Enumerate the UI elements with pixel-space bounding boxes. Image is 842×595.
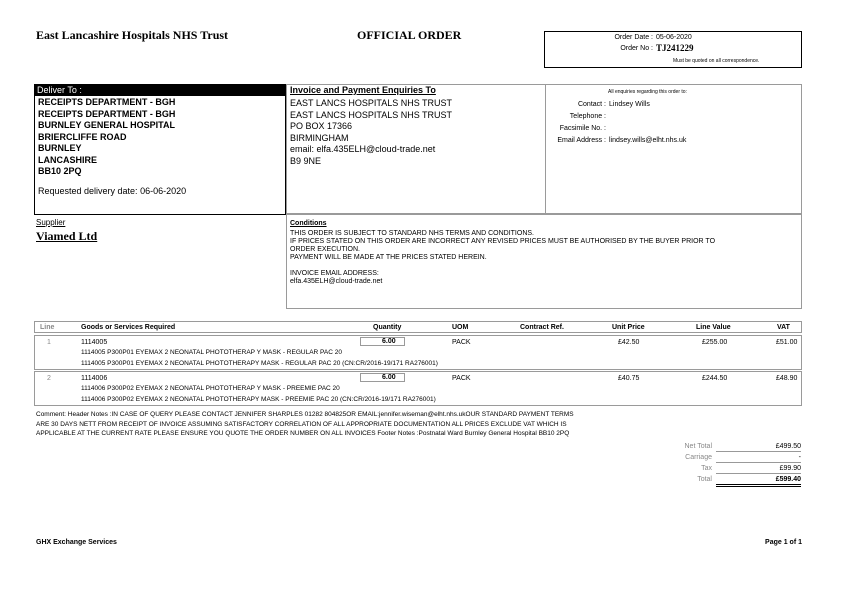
row-unit-price: £40.75: [618, 375, 640, 382]
total-label: Total: [697, 476, 712, 483]
conditions-box: [286, 214, 802, 309]
order-no-value: TJ241229: [656, 43, 694, 53]
quote-note: Must be quoted on all correspondence.: [673, 58, 760, 64]
col-header-line-value: Line Value: [696, 324, 731, 331]
contact-label: Contact :: [577, 101, 606, 108]
conditions-line: [290, 262, 715, 270]
comment-line: ARE 30 DAYS NETT FROM RECEIPT OF INVOICE ASSUMING SATISFACTORY CORRELATION OF ALL APPROPRIATE DOCUMENTATION ALL PRICES EXCLUDE VAT WHICH IS: [36, 420, 567, 428]
email-label: Email Address :: [557, 137, 606, 144]
conditions-line: ORDER EXECUTION.: [290, 246, 361, 253]
conditions-line: PAYMENT WILL BE MADE AT THE PRICES STATED HEREIN.: [290, 254, 487, 261]
order-no-label: Order No :: [620, 45, 653, 52]
invoice-title: Invoice and Payment Enquiries To: [290, 85, 436, 95]
row-line-value: £244.50: [702, 375, 728, 382]
col-header-contract-ref: Contract Ref.: [520, 324, 564, 331]
contact-value: Lindsey Wills: [609, 101, 650, 108]
conditions-lines: [290, 230, 715, 286]
row-description: 1114006 P300P02 EYEMAX 2 NEONATAL PHOTOTHERAP Y MASK - PREEMIE PAC 20: [81, 385, 340, 392]
row-description-detail: 1114005 P300P01 EYEMAX 2 NEONATAL PHOTOTHERAPY MASK - REGULAR PAC 20 (CN:CR/2016-19/171 RA276001): [81, 360, 438, 367]
deliver-to-line: RECEIPTS DEPARTMENT - BGH: [38, 97, 176, 107]
row-uom: PACK: [452, 375, 471, 382]
order-info-box: [544, 31, 802, 68]
row-line-value: £255.00: [702, 339, 728, 346]
requested-delivery-date: Requested delivery date: 06-06-2020: [38, 186, 187, 196]
row-line-number: 1: [47, 339, 51, 346]
carriage-label: Carriage: [685, 454, 712, 461]
comment-line: APPLICABLE AT THE CURRENT RATE PLEASE ENSURE YOU QUOTE THE ORDER NUMBER ON ALL INVOICES Footer Notes :Postnatal Ward Burnley General Hospital BB10 2PQ: [36, 430, 570, 437]
conditions-line: IF PRICES STATED ON THIS ORDER ARE INCORRECT ANY REVISED PRICES MUST BE AUTHORISED BY THE BUYER PRIOR TO: [290, 238, 716, 245]
conditions-line: elfa.435ELH@cloud-trade.net: [290, 278, 383, 285]
deliver-to-title: Deliver To :: [35, 85, 285, 96]
email-value: lindsey.wills@elht.nhs.uk: [609, 137, 687, 144]
telephone-label: Telephone :: [569, 113, 606, 120]
row-item-code: 1114006: [81, 375, 108, 382]
invoice-line: email: elfa.435ELH@cloud-trade.net: [290, 144, 436, 154]
row-vat: £48.90: [776, 375, 798, 382]
trust-name: East Lancashire Hospitals NHS Trust: [36, 28, 229, 42]
enquiries-note: All enquiries regarding this order to:: [608, 89, 687, 95]
invoice-line: BIRMINGHAM: [290, 132, 349, 143]
comment-block: [36, 410, 574, 439]
deliver-to-line: BURNLEY: [38, 143, 82, 153]
row-description: 1114005 P300P01 EYEMAX 2 NEONATAL PHOTOTHERAP Y MASK - REGULAR PAC 20: [81, 349, 342, 356]
col-header-uom: UOM: [452, 324, 469, 331]
order-date-label: Order Date :: [614, 34, 653, 41]
deliver-to-line: BB10 2PQ: [38, 166, 82, 176]
row-line-number: 2: [47, 375, 51, 382]
comment-line: Comment: Header Notes :IN CASE OF QUERY PLEASE CONTACT JENNIFER SHARPLES 01282 804825OR EMAIL:jennifer.wiseman@elht.nhs.ukOUR STANDARD PAYMENT TERMS: [36, 411, 574, 418]
invoice-line: PO BOX 17366: [290, 121, 353, 131]
tax-label: Tax: [701, 465, 712, 472]
row-quantity: 6.00: [382, 338, 396, 345]
footer-left: GHX Exchange Services: [36, 539, 117, 546]
conditions-title: Conditions: [290, 220, 327, 227]
deliver-to-box: [34, 84, 286, 215]
supplier-name: Viamed Ltd: [36, 229, 98, 243]
deliver-to-line: LANCASHIRE: [38, 154, 98, 165]
supplier-title: Supplier: [36, 218, 66, 227]
col-header-quantity: Quantity: [373, 324, 402, 331]
total-value: £599.40: [716, 476, 801, 487]
row-vat: £51.00: [776, 339, 798, 346]
col-header-vat: VAT: [777, 324, 790, 331]
order-date-value: 05-06-2020: [656, 34, 692, 41]
col-header-line: Line: [40, 324, 55, 331]
row-uom: PACK: [452, 339, 471, 346]
invoice-line: B9 9NE: [290, 155, 322, 166]
tax-value: £99.90: [716, 465, 801, 474]
facsimile-label: Facsimile No. :: [559, 125, 606, 132]
net-total-label: Net Total: [684, 443, 712, 450]
document-title: OFFICIAL ORDER: [357, 28, 462, 42]
deliver-to-line: RECEIPTS DEPARTMENT - BGH: [38, 108, 176, 119]
conditions-line: INVOICE EMAIL ADDRESS:: [290, 270, 379, 277]
row-quantity: 6.00: [382, 374, 396, 381]
deliver-to-lines: [38, 97, 175, 178]
row-item-code: 1114005: [81, 339, 108, 346]
page-number: Page 1 of 1: [765, 539, 802, 546]
invoice-lines: [290, 98, 452, 167]
deliver-to-line: BRIERCLIFFE ROAD: [38, 131, 127, 142]
col-header-goods: Goods or Services Required: [81, 324, 176, 331]
carriage-value: -: [716, 454, 801, 463]
row-description-detail: 1114006 P300P02 EYEMAX 2 NEONATAL PHOTOTHERAPY MASK - PREEMIE PAC 20 (CN:CR/2016-19/171 RA276001): [81, 396, 436, 403]
invoice-line: EAST LANCS HOSPITALS NHS TRUST: [290, 98, 453, 108]
col-header-unit-price: Unit Price: [612, 324, 645, 331]
invoice-line: EAST LANCS HOSPITALS NHS TRUST: [290, 109, 453, 120]
conditions-line: THIS ORDER IS SUBJECT TO STANDARD NHS TERMS AND CONDITIONS.: [290, 230, 534, 237]
net-total-value: £499.50: [716, 443, 801, 452]
row-unit-price: £42.50: [618, 339, 640, 346]
deliver-to-line: BURNLEY GENERAL HOSPITAL: [38, 120, 176, 130]
